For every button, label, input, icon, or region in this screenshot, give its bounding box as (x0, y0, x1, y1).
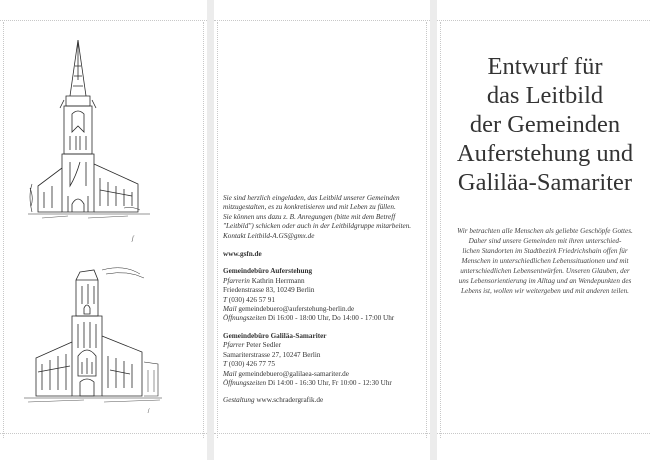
pastor-name: Kathrin Herrmann (249, 276, 305, 285)
office-street: Samariterstrasse 27, 10247 Berlin (223, 350, 321, 359)
invitation-line: Sie können uns dazu z. B. Anregungen (bitte mit dem Betreff (223, 212, 396, 221)
phone-number: (030) 426 77 75 (227, 360, 275, 369)
title-line: das Leitbild (486, 82, 604, 109)
title-line: Galiläa-Samariter (457, 169, 633, 196)
website-link[interactable]: www.gsfn.de (223, 250, 262, 259)
mission-line: Wir betrachten alle Menschen als geliebte Geschöpfe Gottes. (457, 227, 633, 235)
invitation-line: mitzugestalten, es zu konkretisieren und mit Leben zu füllen. (223, 203, 396, 212)
credit-link[interactable]: www.schradergrafik.de (254, 396, 324, 405)
church-galilaea-samariter-sketch (24, 266, 164, 416)
contact-section (223, 194, 423, 406)
pastor-name: Peter Sedler (244, 341, 282, 350)
invitation-contact: Kontakt Leitbild-A.GS@gmx.de (223, 231, 315, 240)
mission-line: Menschen in unterschiedlichen Lebenssituationen und mit (461, 257, 629, 265)
page-title (448, 52, 642, 197)
office-phone (223, 360, 423, 369)
trim-guide (0, 20, 207, 21)
trim-guide (214, 20, 430, 21)
office-mail (223, 370, 423, 379)
trim-guide (437, 20, 650, 21)
phone-label: T (223, 360, 227, 369)
credit-label: Gestaltung (223, 396, 255, 405)
mission-line: lichen Standorten im Stadtbezirk Friedrichshain offen für (462, 247, 628, 255)
svg-text:ʃ: ʃ (132, 236, 134, 242)
office-heading: Gemeindebüro Galiläa-Samariter (223, 331, 327, 340)
office-pastor (223, 277, 423, 286)
hours-label: Öffnungszeiten (223, 314, 267, 323)
fold-guide (203, 22, 204, 438)
office-auferstehung (223, 267, 423, 323)
mail-label: Mail (223, 305, 237, 314)
mail-address[interactable]: gemeindebuero@galilaea-samariter.de (236, 369, 349, 378)
mail-address[interactable]: gemeindebuero@auferstehung-berlin.de (236, 305, 355, 314)
mission-line: uns Lebensorientierung im Alltag und an Wendepunkten des (458, 277, 632, 285)
phone-label: T (223, 295, 227, 304)
hours-value: Di 16:00 - 18:00 Uhr, Do 14:00 - 17:00 Uhr (266, 314, 395, 323)
fold-guide (426, 22, 427, 438)
hours-value: Di 14:00 - 16:30 Uhr, Fr 10:00 - 12:30 Uhr (266, 378, 392, 387)
office-street: Friedenstrasse 83, 10249 Berlin (223, 286, 315, 295)
mission-statement (448, 226, 642, 296)
invitation-text (223, 194, 423, 241)
mail-label: Mail (223, 369, 237, 378)
title-line: Auferstehung und (456, 140, 634, 167)
pastor-label: Pfarrerin (223, 276, 250, 285)
office-heading: Gemeindebüro Auferstehung (223, 267, 313, 276)
church-auferstehung-sketch (28, 36, 158, 248)
office-pastor (223, 341, 423, 350)
office-galilaea-samariter (223, 332, 423, 388)
fold-guide (217, 22, 218, 438)
office-hours (223, 379, 423, 388)
mission-line: unterschiedlichen Lebensentwürfen. Unseren Glauben, der (460, 267, 630, 275)
mission-line: Daher sind unsere Gemeinden mit ihren unterschied- (468, 237, 622, 245)
hours-label: Öffnungszeiten (223, 378, 267, 387)
trim-guide (0, 433, 207, 434)
design-credit (223, 396, 423, 405)
title-line: Entwurf für (487, 53, 603, 80)
invitation-line: "Leitbild") schicken oder auch in der Leitbildgruppe mitarbeiten. (223, 222, 412, 231)
pastor-label: Pfarrer (223, 341, 245, 350)
office-hours (223, 314, 423, 323)
phone-number: (030) 426 57 91 (227, 295, 275, 304)
fold-guide (3, 22, 4, 438)
trim-guide (437, 433, 650, 434)
title-line: der Gemeinden (469, 111, 621, 138)
svg-text:ʃ: ʃ (148, 409, 150, 414)
trim-guide (214, 433, 430, 434)
office-phone (223, 296, 423, 305)
invitation-line: Sie sind herzlich eingeladen, das Leitbild unserer Gemeinden (223, 194, 400, 202)
mission-line: Lebens ist, wollen wir weitergeben und mit anderen teilen. (461, 287, 629, 295)
fold-guide (440, 22, 441, 438)
